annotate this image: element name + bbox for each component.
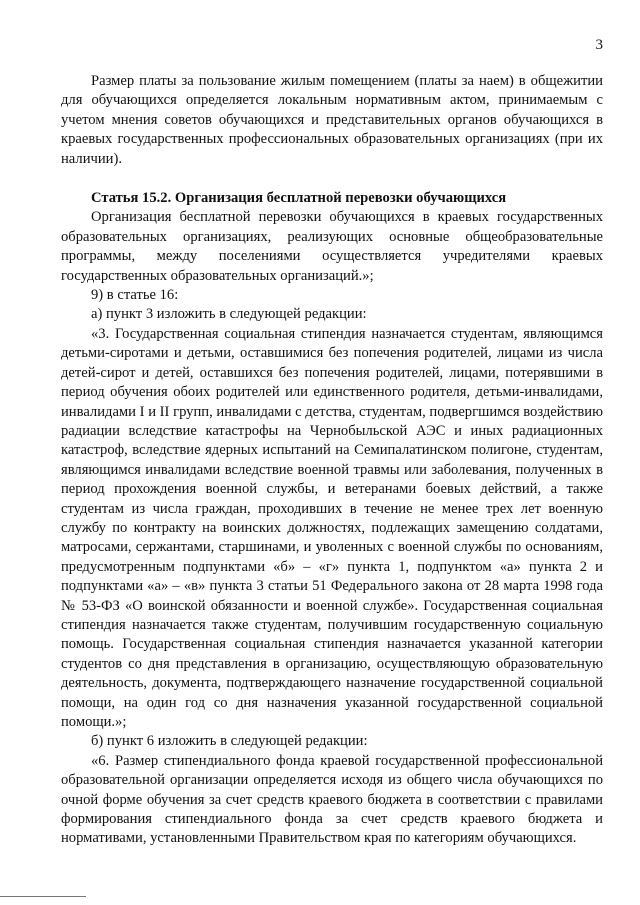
paragraph-subitem-b: б) пункт 6 изложить в следующей редакции: [91, 733, 368, 750]
article-heading: Статья 15.2. Организация бесплатной перевозки обучающихся [91, 190, 507, 207]
paragraph-transport: Организация бесплатной перевозки обучающихся в краевых государственных образовательных организациях, реализующих основные общеобразовательные программы, между поселениями осуществляется учредителями краевых государственных образовательных организаций.»; [61, 209, 603, 284]
bottom-scan-line [0, 896, 86, 897]
document-body [61, 72, 603, 849]
paragraph-item-9: 9) в статье 16: [91, 287, 179, 304]
page-number: 3 [595, 37, 603, 53]
paragraph-rent-fee: Размер платы за пользование жилым помещением (платы за наем) в общежитии для обучающихся определяется локальным нормативным актом, принимаемым с учетом мнения советов обучающихся и представительных органов обучающихся в краевых государственных профессиональных образовательных организациях (при их наличии). [61, 73, 603, 167]
paragraph-scholarship-3: «3. Государственная социальная стипендия назначается студентам, являющимся детьми-сиротами и детьми, оставшимися без попечения родителей, лицами из числа детей-сирот и детей, оставшихся без попечения родителей, лицами, потерявшими в период обучения обоих родителей или единственного родителя, детьми-инвалидами, инвалидами I и II групп, инвалидами с детства, студентам, подвергшимся воздействию радиации вследствие катастрофы на Чернобыльской АЭС и иных радиационных катастроф, вследствие ядерных испытаний на Семипалатинском полигоне, студентам, являющимся инвалидами вследствие военной травмы или заболевания, полученных в период прохождения военной службы, и ветеранами боевых действий, а также студентам из числа граждан, проходивших в течение не менее трех лет военную службу по контракту на воинских должностях, подлежащих замещению солдатами, матросами, сержантами, старшинами, и уволенных с военной службы по основаниям, предусмотренным подпунктами «б» – «г» пункта 1, подпунктом «а» пункта 2 и подпунктами «а» – «в» пункта 3 статьи 51 Федерального закона от 28 марта 1998 года № 53-ФЗ «О воинской обязанности и военной службе». Государственная социальная стипендия назначается также студентам, получившим государственную социальную помощь. Государственная социальная стипендия назначается указанной категории студентов со дня представления в организацию, осуществляющую образовательную деятельность, документа, подтверждающего назначение государственной социальной помощи, на один год со дня назначения указанной государственной социальной помощи.»; [61, 325, 603, 730]
paragraph-scholarship-fund-6: «6. Размер стипендиального фонда краевой государственной профессиональной образовательной организации определяется исходя из общего числа обучающихся по очной форме обучения за счет средств краевого бюджета в соответствии с правилами формирования стипендиального фонда за счет средств краевого бюджета и нормативами, установленными Правительством края по категориям обучающихся. [61, 752, 603, 847]
paragraph-subitem-a: а) пункт 3 изложить в следующей редакции: [91, 306, 367, 323]
